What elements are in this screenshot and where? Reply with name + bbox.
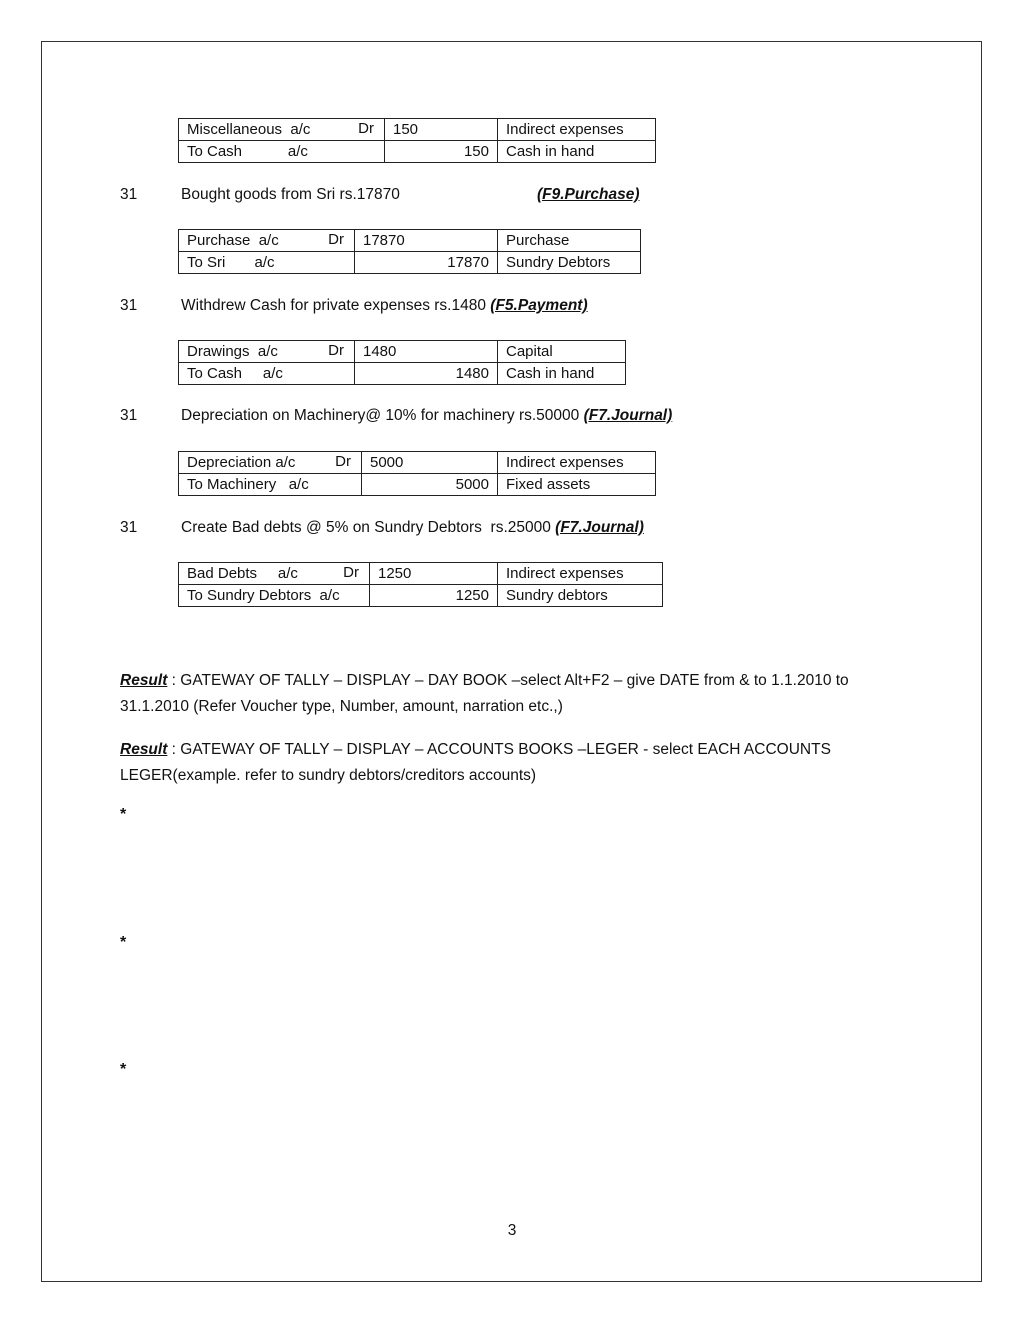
debit-marker: Dr	[328, 231, 344, 248]
debit-account: Depreciation a/c	[187, 453, 296, 471]
debit-account-cell	[179, 119, 385, 141]
debit-amount: 1480	[355, 341, 498, 363]
credit-group: Cash in hand	[498, 363, 626, 385]
debit-amount: 5000	[362, 452, 498, 474]
debit-account-cell	[179, 230, 355, 252]
credit-amount: 1480	[355, 363, 498, 385]
page-border	[41, 41, 982, 1282]
debit-marker: Dr	[343, 564, 359, 581]
debit-account: Purchase a/c	[187, 231, 279, 249]
debit-group: Indirect expenses	[498, 563, 663, 585]
bullet-marker: *	[120, 806, 127, 823]
transaction-description: Depreciation on Machinery@ 10% for machinery rs.50000	[181, 407, 580, 424]
debit-amount: 1250	[370, 563, 498, 585]
page-number: 3	[507, 1222, 517, 1239]
credit-group: Sundry Debtors	[498, 252, 641, 274]
credit-amount: 150	[385, 141, 498, 163]
result-paragraph	[120, 668, 900, 720]
journal-entry-table	[178, 229, 641, 274]
transaction-date: 31	[120, 407, 138, 424]
debit-marker: Dr	[328, 342, 344, 359]
transaction-description-group	[181, 407, 672, 425]
debit-account-cell	[179, 452, 362, 474]
debit-amount: 17870	[355, 230, 498, 252]
journal-entry-table	[178, 118, 656, 163]
credit-account: To Sri a/c	[179, 252, 355, 274]
voucher-tag: (F7.Journal)	[583, 407, 673, 424]
transaction-description: Withdrew Cash for private expenses rs.1480	[181, 297, 486, 314]
journal-entry-table	[178, 451, 656, 496]
credit-group: Sundry debtors	[498, 585, 663, 607]
credit-account: To Cash a/c	[179, 141, 385, 163]
result-label: Result	[120, 741, 168, 758]
debit-marker: Dr	[358, 120, 374, 137]
bullet-marker: *	[120, 934, 127, 951]
voucher-tag: (F5.Payment)	[490, 297, 588, 314]
credit-account: To Machinery a/c	[179, 474, 362, 496]
debit-group: Capital	[498, 341, 626, 363]
journal-entry-table	[178, 340, 626, 385]
voucher-tag: (F7.Journal)	[555, 519, 644, 536]
result-text: : GATEWAY OF TALLY – DISPLAY – DAY BOOK –select Alt+F2 – give DATE from & to 1.1.2010 to 31.1.2010 (Refer Voucher type, Number, amount, narration etc.,)	[120, 672, 849, 715]
bullet-marker: *	[120, 1061, 127, 1078]
result-label: Result	[120, 672, 168, 689]
journal-entry-table	[178, 562, 663, 607]
credit-account: To Sundry Debtors a/c	[179, 585, 370, 607]
transaction-date: 31	[120, 297, 138, 314]
debit-account: Drawings a/c	[187, 342, 278, 360]
credit-amount: 1250	[370, 585, 498, 607]
result-paragraph	[120, 737, 900, 789]
credit-account: To Cash a/c	[179, 363, 355, 385]
transaction-date: 31	[120, 519, 138, 536]
credit-amount: 17870	[355, 252, 498, 274]
voucher-tag: (F9.Purchase)	[537, 186, 640, 203]
debit-account: Miscellaneous a/c	[187, 120, 311, 138]
transaction-description-group	[181, 519, 644, 537]
transaction-description: Bought goods from Sri rs.17870	[181, 186, 400, 203]
debit-amount: 150	[385, 119, 498, 141]
debit-group: Indirect expenses	[498, 119, 656, 141]
debit-account-cell	[179, 341, 355, 363]
credit-group: Cash in hand	[498, 141, 656, 163]
debit-account: Bad Debts a/c	[187, 564, 298, 582]
credit-amount: 5000	[362, 474, 498, 496]
debit-account-cell	[179, 563, 370, 585]
transaction-description: Create Bad debts @ 5% on Sundry Debtors rs.25000	[181, 519, 551, 536]
debit-group: Purchase	[498, 230, 641, 252]
result-text: : GATEWAY OF TALLY – DISPLAY – ACCOUNTS BOOKS –LEGER - select EACH ACCOUNTS LEGER(example. refer to sundry debtors/creditors accounts)	[120, 741, 831, 784]
transaction-description-group	[181, 297, 588, 315]
debit-marker: Dr	[335, 453, 351, 470]
credit-group: Fixed assets	[498, 474, 656, 496]
transaction-date: 31	[120, 186, 138, 203]
debit-group: Indirect expenses	[498, 452, 656, 474]
